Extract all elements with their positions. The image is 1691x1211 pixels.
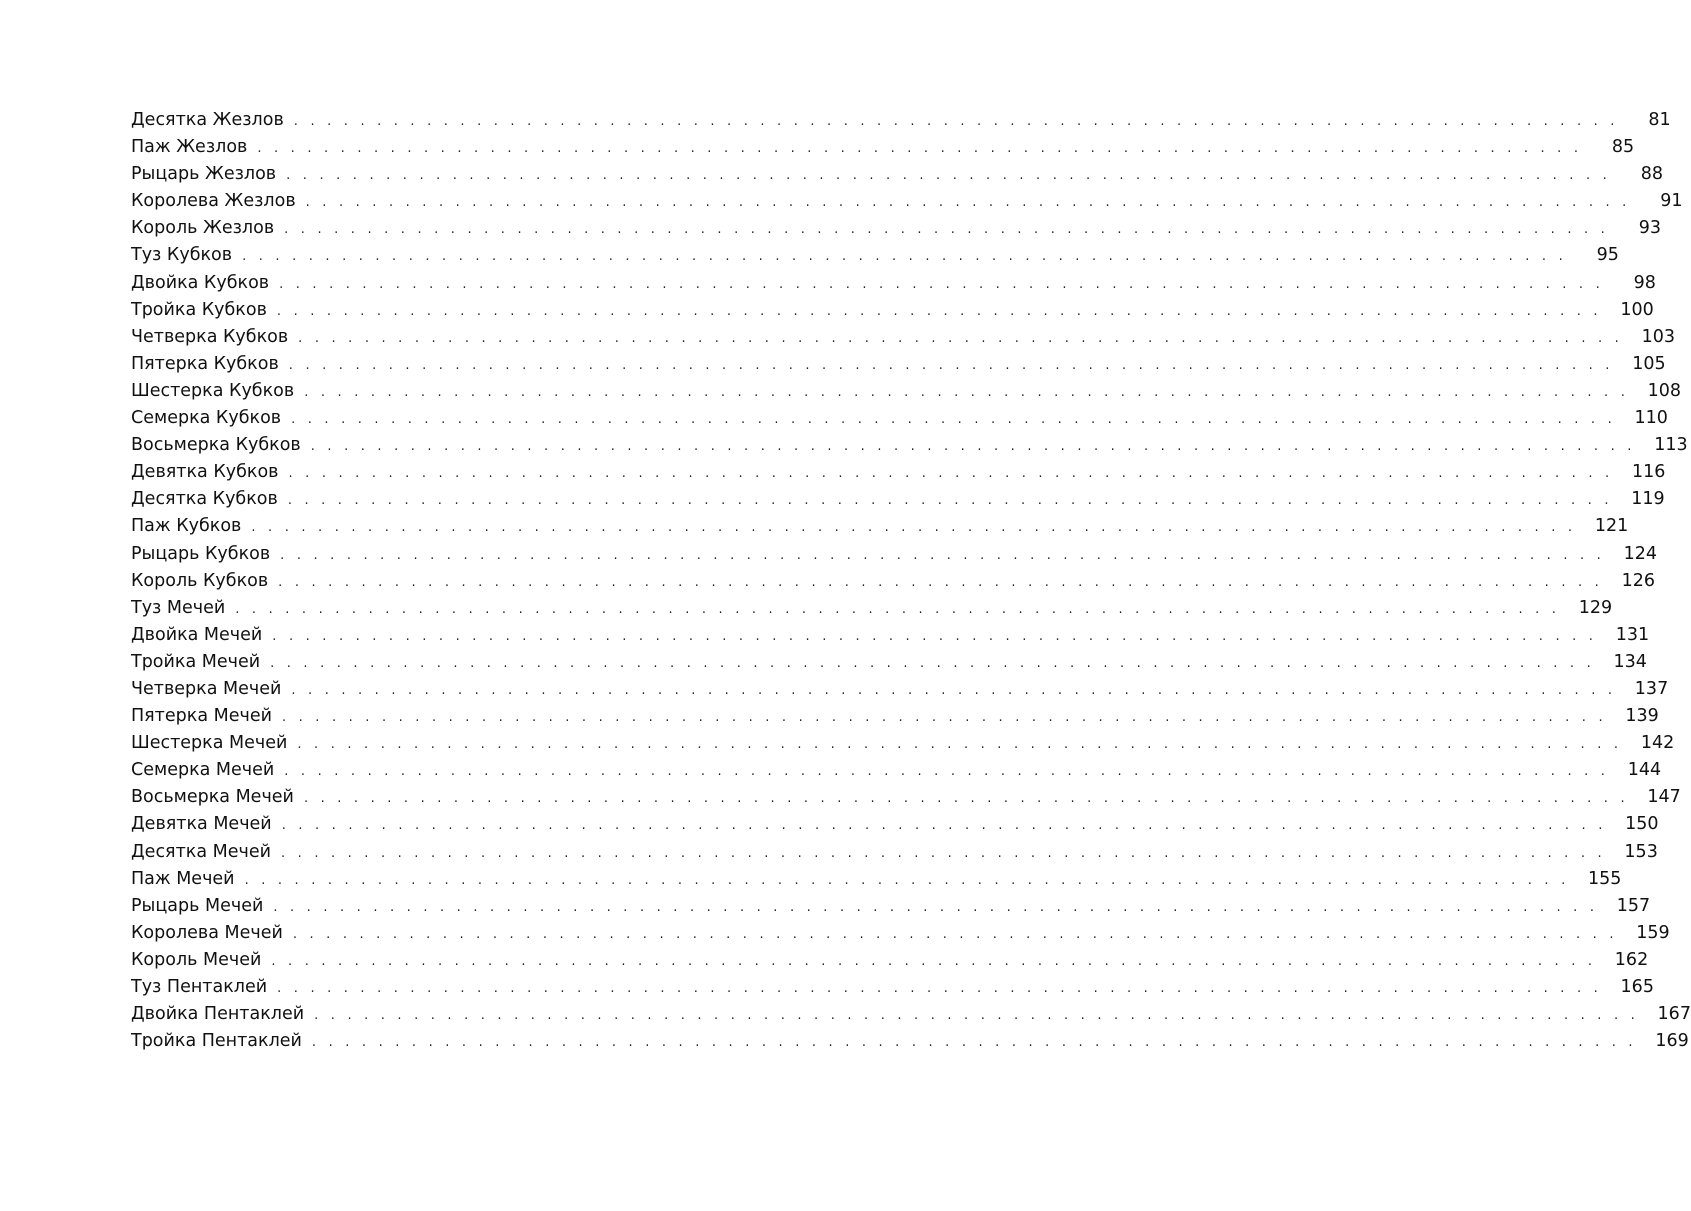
dot-leader: . . . . . . . . . . . . . . . . . . . . . . . . . . . . . . . . . . . . . . . . . . . . . . . . . . . . . . . . . . . . . . . . . . . . . . . . . . . . . . . . [251,520,1577,536]
toc-entry [131,297,1654,324]
toc-entry [131,784,1681,811]
toc-entry-title: Шестерка Кубков [131,380,295,401]
dot-leader: . . . . . . . . . . . . . . . . . . . . . . . . . . . . . . . . . . . . . . . . . . . . . . . . . . . . . . . . . . . . . . . . . . . . . . . . . . . . . . . . [280,547,1605,563]
toc-entry [131,351,1666,378]
toc-entry [131,541,1657,568]
toc-entry-title: Четверка Мечей [131,678,282,699]
dot-leader: . . . . . . . . . . . . . . . . . . . . . . . . . . . . . . . . . . . . . . . . . . . . . . . . . . . . . . . . . . . . . . . . . . . . . . . . . . . . . . . . [310,439,1636,455]
toc-entry [131,1028,1689,1055]
toc-entry-page-number: 150 [1625,814,1659,835]
toc-entry [131,161,1663,188]
toc-entry-page-number: 129 [1578,597,1613,618]
toc-entry-title: Паж Кубков [131,516,242,537]
dot-leader: . . . . . . . . . . . . . . . . . . . . . . . . . . . . . . . . . . . . . . . . . . . . . . . . . . . . . . . . . . . . . . . . . . . . . . . . . . . . . . . . [288,357,1614,373]
toc-entry [131,622,1650,649]
toc-entry-title: Туз Пентаклей [131,977,268,997]
dot-leader: . . . . . . . . . . . . . . . . . . . . . . . . . . . . . . . . . . . . . . . . . . . . . . . . . . . . . . . . . . . . . . . . . . . . . . . . . . . . . . . . [304,384,1630,400]
dot-leader: . . . . . . . . . . . . . . . . . . . . . . . . . . . . . . . . . . . . . . . . . . . . . . . . . . . . . . . . . . . . . . . . . . . . . . . . . . . . . . . . [293,114,1619,129]
toc-entry [131,703,1659,730]
toc-entry [131,378,1682,405]
toc-entry-page-number: 113 [1654,435,1688,456]
toc-entry [131,188,1683,215]
toc-entry-title: Король Кубков [131,570,269,591]
dot-leader: . . . . . . . . . . . . . . . . . . . . . . . . . . . . . . . . . . . . . . . . . . . . . . . . . . . . . . . . . . . . . . . . . . . . . . . . . . . . . . . . [284,222,1609,238]
toc-entry-title: Десятка Жезлов [131,110,284,130]
toc-entry [131,757,1662,784]
toc-entry-title: Десятка Мечей [131,841,271,862]
dot-leader: . . . . . . . . . . . . . . . . . . . . . . . . . . . . . . . . . . . . . . . . . . . . . . . . . . . . . . . . . . . . . . . . . . . . . . . . . . . . . . . . [280,845,1606,861]
toc-entry-title: Тройка Мечей [131,651,261,672]
dot-leader: . . . . . . . . . . . . . . . . . . . . . . . . . . . . . . . . . . . . . . . . . . . . . . . . . . . . . . . . . . . . . . . . . . . . . . . . . . . . . . . . [257,141,1583,157]
dot-leader: . . . . . . . . . . . . . . . . . . . . . . . . . . . . . . . . . . . . . . . . . . . . . . . . . . . . . . . . . . . . . . . . . . . . . . . . . . . . . . . . [298,330,1624,346]
toc-entry-page-number: 119 [1631,489,1665,510]
table-of-contents [131,107,1691,1055]
toc-entry [131,676,1669,703]
toc-entry-title: Туз Мечей [131,597,226,618]
toc-entry [131,432,1688,459]
dot-leader: . . . . . . . . . . . . . . . . . . . . . . . . . . . . . . . . . . . . . . . . . . . . . . . . . . . . . . . . . . . . . . . . . . . . . . . . . . . . . . . . [291,682,1617,698]
toc-entry-title: Королева Жезлов [131,191,296,212]
toc-entry-title: Семерка Кубков [131,408,282,429]
toc-entry [131,839,1658,866]
toc-entry-title: Рыцарь Жезлов [131,164,277,185]
toc-entry-page-number: 144 [1627,760,1662,781]
toc-entry-page-number: 88 [1640,164,1663,185]
toc-entry-title: Двойка Кубков [131,272,270,293]
toc-entry [131,405,1668,432]
toc-entry [131,920,1670,947]
toc-entry-page-number: 137 [1634,678,1669,699]
dot-leader: . . . . . . . . . . . . . . . . . . . . . . . . . . . . . . . . . . . . . . . . . . . . . . . . . . . . . . . . . . . . . . . . . . . . . . . . . . . . . . . . [297,737,1623,753]
toc-entry [131,270,1656,297]
toc-entry [131,215,1661,242]
toc-entry-page-number: 108 [1647,380,1682,401]
toc-entry-page-number: 103 [1641,326,1676,347]
toc-entry [131,649,1647,676]
toc-entry [131,811,1659,838]
toc-entry-title: Пятерка Кубков [131,353,279,374]
dot-leader: . . . . . . . . . . . . . . . . . . . . . . . . . . . . . . . . . . . . . . . . . . . . . . . . . . . . . . . . . . . . . . . . . . . . . . . . . . . . . . . . [292,926,1618,942]
toc-entry [131,513,1629,540]
toc-entry-title: Шестерка Мечей [131,733,288,754]
dot-leader: . . . . . . . . . . . . . . . . . . . . . . . . . . . . . . . . . . . . . . . . . . . . . . . . . . . . . . . . . . . . . . . . . . . . . . . . . . . . . . . . [271,953,1597,969]
toc-entry [131,134,1635,161]
toc-entry [131,866,1622,893]
toc-entry-title: Туз Кубков [131,245,233,266]
dot-leader: . . . . . . . . . . . . . . . . . . . . . . . . . . . . . . . . . . . . . . . . . . . . . . . . . . . . . . . . . . . . . . . . . . . . . . . . . . . . . . . . [288,466,1614,482]
toc-entry [131,595,1613,622]
toc-entry-page-number: 134 [1613,651,1647,672]
toc-entry [131,568,1656,595]
dot-leader: . . . . . . . . . . . . . . . . . . . . . . . . . . . . . . . . . . . . . . . . . . . . . . . . . . . . . . . . . . . . . . . . . . . . . . . . . . . . . . . . [303,791,1629,807]
toc-entry-title: Король Жезлов [131,218,275,239]
toc-entry [131,107,1671,134]
toc-entry-page-number: 167 [1657,1004,1691,1025]
toc-entry-title: Семерка Мечей [131,760,275,781]
toc-entry-page-number: 100 [1620,299,1654,320]
dot-leader: . . . . . . . . . . . . . . . . . . . . . . . . . . . . . . . . . . . . . . . . . . . . . . . . . . . . . . . . . . . . . . . . . . . . . . . . . . . . . . . . [286,168,1611,184]
toc-entry-page-number: 159 [1636,922,1670,943]
dot-leader: . . . . . . . . . . . . . . . . . . . . . . . . . . . . . . . . . . . . . . . . . . . . . . . . . . . . . . . . . . . . . . . . . . . . . . . . . . . . . . . . [311,1035,1637,1051]
toc-entry [131,324,1676,351]
dot-leader: . . . . . . . . . . . . . . . . . . . . . . . . . . . . . . . . . . . . . . . . . . . . . . . . . . . . . . . . . . . . . . . . . . . . . . . . . . . . . . . . [270,655,1595,671]
toc-entry-title: Десятка Кубков [131,489,278,510]
toc-entry [131,947,1649,974]
dot-leader: . . . . . . . . . . . . . . . . . . . . . . . . . . . . . . . . . . . . . . . . . . . . . . . . . . . . . . . . . . . . . . . . . . . . . . . . . . . . . . . . [284,764,1610,780]
toc-entry-page-number: 139 [1625,706,1659,727]
toc-entry-title: Король Мечей [131,949,262,970]
toc-entry-title: Паж Мечей [131,868,235,889]
dot-leader: . . . . . . . . . . . . . . . . . . . . . . . . . . . . . . . . . . . . . . . . . . . . . . . . . . . . . . . . . . . . . . . . . . . . . . . . . . . . . . . . [277,981,1602,996]
toc-entry-page-number: 95 [1596,245,1619,266]
dot-leader: . . . . . . . . . . . . . . . . . . . . . . . . . . . . . . . . . . . . . . . . . . . . . . . . . . . . . . . . . . . . . . . . . . . . . . . . . . . . . . . . [244,872,1570,888]
toc-entry-page-number: 165 [1620,977,1654,997]
dot-leader: . . . . . . . . . . . . . . . . . . . . . . . . . . . . . . . . . . . . . . . . . . . . . . . . . . . . . . . . . . . . . . . . . . . . . . . . . . . . . . . . [314,1008,1639,1024]
dot-leader: . . . . . . . . . . . . . . . . . . . . . . . . . . . . . . . . . . . . . . . . . . . . . . . . . . . . . . . . . . . . . . . . . . . . . . . . . . . . . . . . [279,276,1604,292]
toc-entry-page-number: 169 [1655,1031,1689,1052]
toc-entry-page-number: 85 [1611,137,1635,158]
toc-entry-page-number: 98 [1633,272,1656,293]
toc-entry-page-number: 81 [1648,110,1671,130]
toc-entry-page-number: 126 [1621,570,1656,591]
toc-entry-page-number: 124 [1623,543,1657,564]
toc-entry [131,974,1654,1001]
toc-entry-title: Королева Мечей [131,922,283,943]
toc-entry-title: Двойка Пентаклей [131,1004,305,1025]
dot-leader: . . . . . . . . . . . . . . . . . . . . . . . . . . . . . . . . . . . . . . . . . . . . . . . . . . . . . . . . . . . . . . . . . . . . . . . . . . . . . . . . [305,195,1631,211]
toc-entry [131,730,1675,757]
dot-leader: . . . . . . . . . . . . . . . . . . . . . . . . . . . . . . . . . . . . . . . . . . . . . . . . . . . . . . . . . . . . . . . . . . . . . . . . . . . . . . . . [287,493,1613,509]
dot-leader: . . . . . . . . . . . . . . . . . . . . . . . . . . . . . . . . . . . . . . . . . . . . . . . . . . . . . . . . . . . . . . . . . . . . . . . . . . . . . . . . [272,628,1598,644]
toc-entry-page-number: 157 [1616,895,1651,916]
toc-entry-title: Восьмерка Кубков [131,435,301,456]
toc-entry-page-number: 116 [1631,462,1666,483]
dot-leader: . . . . . . . . . . . . . . . . . . . . . . . . . . . . . . . . . . . . . . . . . . . . . . . . . . . . . . . . . . . . . . . . . . . . . . . . . . . . . . . . [291,412,1616,428]
toc-entry-page-number: 105 [1632,353,1666,374]
toc-entry [131,893,1651,920]
dot-leader: . . . . . . . . . . . . . . . . . . . . . . . . . . . . . . . . . . . . . . . . . . . . . . . . . . . . . . . . . . . . . . . . . . . . . . . . . . . . . . . . [242,249,1567,265]
toc-entry-title: Четверка Кубков [131,326,289,347]
toc-entry [131,242,1619,269]
toc-entry [131,486,1665,513]
toc-entry-title: Девятка Кубков [131,462,279,483]
toc-entry-title: Тройка Пентаклей [131,1031,302,1052]
toc-entry-page-number: 93 [1638,218,1661,239]
dot-leader: . . . . . . . . . . . . . . . . . . . . . . . . . . . . . . . . . . . . . . . . . . . . . . . . . . . . . . . . . . . . . . . . . . . . . . . . . . . . . . . . [281,710,1607,726]
toc-entry-page-number: 121 [1594,516,1629,537]
toc-entry-title: Рыцарь Кубков [131,543,271,564]
toc-entry-title: Пятерка Мечей [131,706,272,727]
dot-leader: . . . . . . . . . . . . . . . . . . . . . . . . . . . . . . . . . . . . . . . . . . . . . . . . . . . . . . . . . . . . . . . . . . . . . . . . . . . . . . . . [281,818,1607,834]
toc-entry-title: Паж Жезлов [131,137,248,158]
toc-entry-page-number: 153 [1624,841,1658,862]
toc-entry-page-number: 162 [1614,949,1649,970]
dot-leader: . . . . . . . . . . . . . . . . . . . . . . . . . . . . . . . . . . . . . . . . . . . . . . . . . . . . . . . . . . . . . . . . . . . . . . . . . . . . . . . . [276,303,1602,319]
toc-entry-page-number: 155 [1588,868,1622,889]
toc-entry-page-number: 142 [1640,733,1675,754]
dot-leader: . . . . . . . . . . . . . . . . . . . . . . . . . . . . . . . . . . . . . . . . . . . . . . . . . . . . . . . . . . . . . . . . . . . . . . . . . . . . . . . . [278,574,1604,590]
toc-entry-page-number: 91 [1660,191,1683,212]
toc-entry-title: Рыцарь Мечей [131,895,264,916]
toc-entry-title: Двойка Мечей [131,624,263,645]
toc-entry [131,459,1666,486]
toc-entry-title: Тройка Кубков [131,299,267,320]
dot-leader: . . . . . . . . . . . . . . . . . . . . . . . . . . . . . . . . . . . . . . . . . . . . . . . . . . . . . . . . . . . . . . . . . . . . . . . . . . . . . . . . [273,899,1599,915]
toc-entry-page-number: 110 [1634,408,1668,429]
dot-leader: . . . . . . . . . . . . . . . . . . . . . . . . . . . . . . . . . . . . . . . . . . . . . . . . . . . . . . . . . . . . . . . . . . . . . . . . . . . . . . . . [235,601,1561,617]
toc-entry-page-number: 131 [1615,624,1650,645]
toc-entry-title: Девятка Мечей [131,814,272,835]
toc-entry-page-number: 147 [1647,787,1681,808]
toc-entry-title: Восьмерка Мечей [131,787,294,808]
toc-entry [131,1001,1691,1028]
